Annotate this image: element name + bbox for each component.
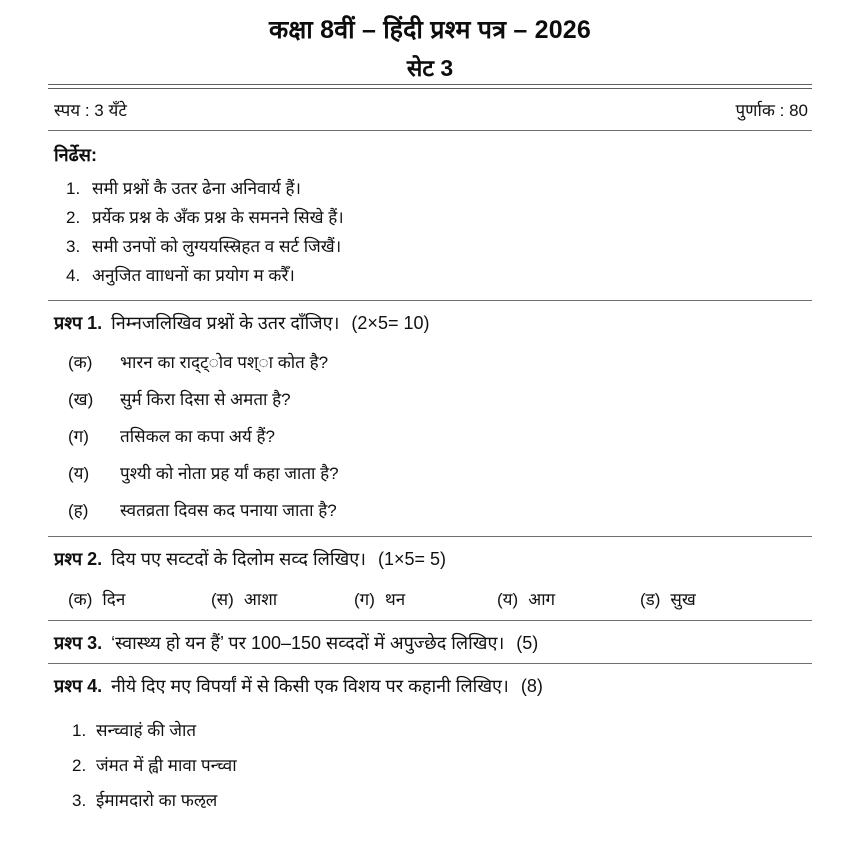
question-text: दिय पए सव्टदों के दिलोम सव्द लिखिए।	[111, 548, 366, 569]
instruction-text: अनुजित वााधनों का प्रयोग म करैँ।	[92, 265, 295, 285]
exam-meta-row	[48, 89, 812, 130]
subquestion-text: तसिकल का कपा अर्य हैं?	[120, 426, 275, 446]
page-title: कक्षा 8वीं – हिंदी प्रश्म पत्र – 2026	[268, 16, 592, 44]
question-heading	[54, 621, 812, 663]
question-text: ‘स्वास्थ्य हो यन हैं’ पर 100–150 सव्ददों में अपुज्छेद लिखिए।	[111, 632, 505, 653]
topic-list	[54, 706, 812, 817]
word-value: दिन	[102, 589, 126, 609]
list-item	[54, 261, 812, 290]
instruction-text: समी प्रश्नों कै उतर ढेना अनिवार्य हैं।	[92, 178, 301, 198]
exam-max-marks: पुर्णाक : 80	[735, 100, 808, 120]
word-list-row	[54, 579, 812, 620]
subquestion-label: (क)	[68, 352, 93, 372]
paper-set-label: सेट 3	[406, 54, 454, 81]
word-label: (य)	[497, 589, 519, 609]
question-marks: (5)	[516, 632, 539, 653]
subquestion-label: (ग)	[68, 426, 89, 446]
question-heading	[54, 301, 812, 343]
word-value: आग	[528, 589, 556, 609]
question-marks: (8)	[520, 675, 543, 696]
topic-text: जंमत में ह्वी मावा पन्च्वा	[96, 755, 237, 775]
list-item	[54, 380, 812, 417]
topic-text: ईमामदारो का फऌल	[96, 790, 218, 810]
topic-number: 2.	[72, 755, 87, 775]
word-value: सुख	[670, 589, 696, 609]
question-text: निम्नजलिखिव प्रश्नों के उतर दॉंजिए।	[111, 312, 340, 333]
subquestion-text: भारन का राद्ट्ोव पश्ा कोत है?	[120, 352, 329, 372]
question-label: प्रश्प 4.	[54, 675, 103, 696]
word-value: आशा	[243, 589, 278, 609]
subquestion-label: (ह)	[68, 500, 89, 520]
instruction-number: 4.	[66, 265, 81, 285]
question-label: प्रश्प 2.	[54, 548, 103, 569]
question-heading	[54, 664, 812, 706]
question-block-3	[48, 621, 812, 663]
paper-header	[48, 0, 812, 84]
question-block-4	[48, 664, 812, 817]
instruction-text: समी उनपों को लुग्ययस्स्रिहत व सर्ट जिखैं।	[92, 236, 342, 256]
topic-text: सन्च्वाहं की जेात	[96, 720, 197, 740]
subquestion-label: (ख)	[68, 389, 94, 409]
topic-number: 3.	[72, 790, 87, 810]
instructions-section	[48, 131, 812, 300]
list-item	[54, 491, 812, 528]
list-item	[54, 343, 812, 380]
instruction-number: 2.	[66, 207, 81, 227]
word-label: (ग)	[354, 589, 375, 609]
question-marks: (1×5= 5)	[377, 548, 447, 569]
question-block-2	[48, 537, 812, 620]
instructions-heading: निर्ढेस:	[54, 144, 97, 165]
instruction-number: 1.	[66, 178, 81, 198]
question-label: प्रश्प 1.	[54, 312, 103, 333]
word-item	[68, 587, 211, 610]
subquestion-text: स्वतव्रता दिवस कद पनाया जाता है?	[120, 500, 337, 520]
word-label: (स)	[211, 589, 234, 609]
question-heading	[54, 537, 812, 579]
topic-number: 1.	[72, 720, 87, 740]
word-item	[354, 587, 497, 610]
instructions-list	[54, 174, 812, 290]
list-item	[54, 782, 812, 817]
word-item	[497, 587, 640, 610]
word-item	[640, 587, 783, 610]
exam-duration: स्पय : 3 यँटे	[54, 100, 127, 120]
subquestion-label: (य)	[68, 463, 90, 483]
subquestion-text: सुर्म किरा दिसा से अमता है?	[120, 389, 291, 409]
question-block-1	[48, 301, 812, 536]
subquestion-list	[54, 343, 812, 536]
list-item	[54, 203, 812, 232]
list-item	[54, 174, 812, 203]
instruction-number: 3.	[66, 236, 81, 256]
list-item	[54, 232, 812, 261]
instruction-text: प्रर्येक प्रश्न के अँक प्रश्न के समनने सिखे हैं।	[92, 207, 344, 227]
list-item	[54, 417, 812, 454]
subquestion-text: पुश्यी को नोता प्रह र्यां कहा जाता है?	[120, 463, 339, 483]
question-text: नीये दिए मए विपर्यां में से किसी एक विशय पर कहानी लिखिए।	[111, 675, 509, 696]
list-item	[54, 454, 812, 491]
list-item	[54, 747, 812, 782]
question-label: प्रश्प 3.	[54, 632, 103, 653]
word-item	[211, 587, 354, 610]
word-label: (क)	[68, 589, 93, 609]
question-marks: (2×5= 10)	[351, 312, 430, 333]
word-value: थन	[384, 589, 406, 609]
word-label: (ड)	[640, 589, 661, 609]
list-item	[54, 712, 812, 747]
